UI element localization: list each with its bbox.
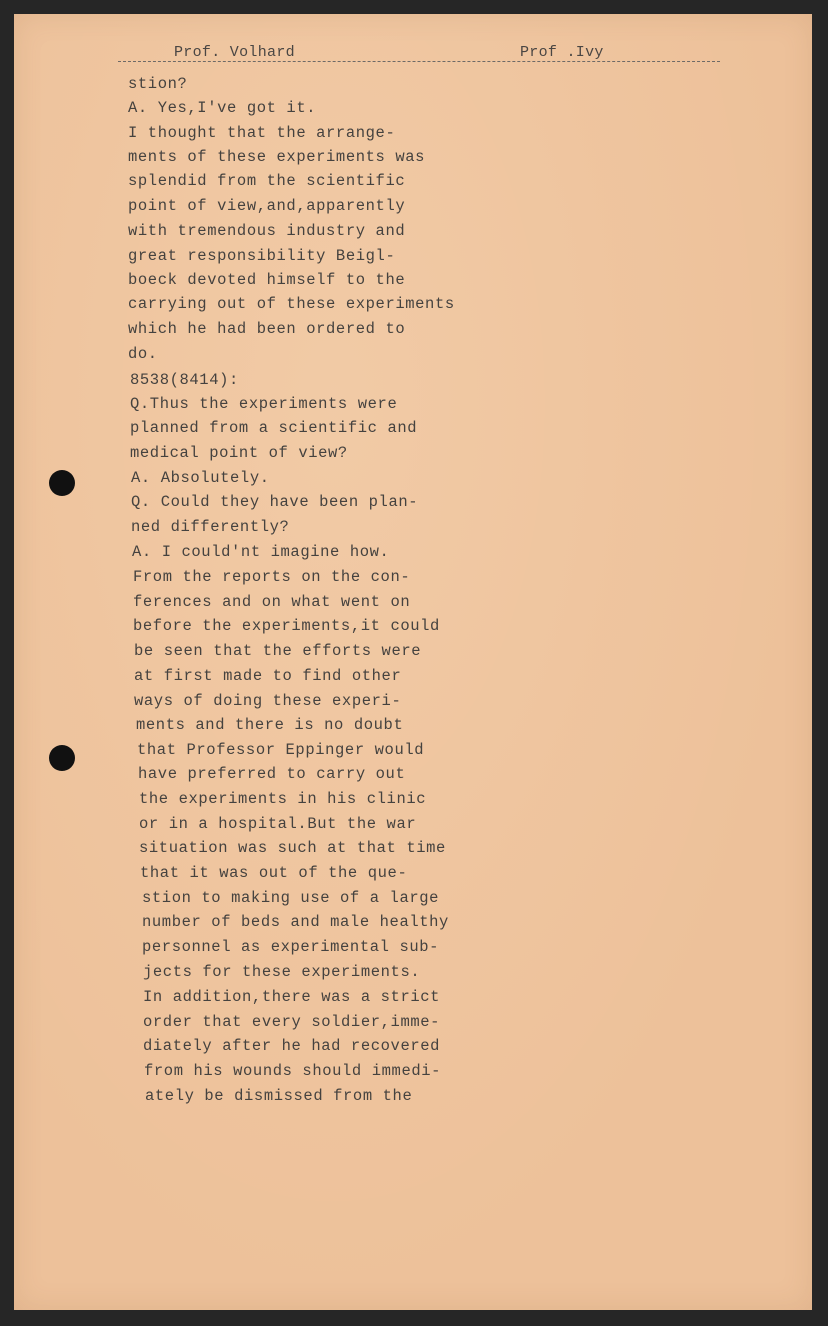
- transcript-line: stion to making use of a large: [142, 889, 440, 907]
- transcript-line: personnel as experimental sub-: [142, 938, 440, 956]
- transcript-line: In addition,there was a strict: [143, 988, 441, 1006]
- transcript-line: order that every soldier,imme-: [143, 1013, 441, 1031]
- transcript-line: ways of doing these experi-: [134, 692, 402, 710]
- transcript-line: 8538(8414):: [130, 371, 239, 389]
- transcript-line: planned from a scientific and: [130, 419, 418, 437]
- transcript-line: number of beds and male healthy: [142, 913, 449, 931]
- transcript-line: ately be dismissed from the: [145, 1087, 413, 1105]
- transcript-line: carrying out of these experiments: [128, 295, 455, 313]
- transcript-line: at first made to find other: [134, 667, 402, 685]
- transcript-line: jects for these experiments.: [143, 963, 421, 981]
- header-speaker-left: Prof. Volhard: [174, 44, 295, 61]
- transcript-line: A. Absolutely.: [131, 469, 270, 487]
- transcript-line: from his wounds should immedi-: [144, 1062, 442, 1080]
- transcript-line: which he had been ordered to: [128, 320, 406, 338]
- transcript-line: A. Yes,I've got it.: [128, 99, 317, 117]
- transcript-line: that it was out of the que-: [140, 864, 408, 882]
- transcript-line: with tremendous industry and: [128, 222, 406, 240]
- transcript-line: A. I could'nt imagine how.: [132, 543, 390, 561]
- transcript-line: stion?: [128, 75, 188, 93]
- transcript-line: point of view,and,apparently: [128, 197, 406, 215]
- transcript-line: great responsibility Beigl-: [128, 247, 396, 265]
- transcript-line: I thought that the arrange-: [128, 124, 396, 142]
- transcript-line: do.: [128, 345, 158, 363]
- transcript-line: be seen that the efforts were: [134, 642, 422, 660]
- transcript-line: ments of these experiments was: [128, 148, 426, 166]
- transcript-line: diately after he had recovered: [143, 1037, 441, 1055]
- transcript-line: the experiments in his clinic: [139, 790, 427, 808]
- transcript-line: have preferred to carry out: [138, 765, 406, 783]
- transcript-line: that Professor Eppinger would: [137, 741, 425, 759]
- transcript-line: ments and there is no doubt: [136, 716, 404, 734]
- transcript-line: Q.Thus the experiments were: [130, 395, 398, 413]
- transcript-line: medical point of view?: [130, 444, 348, 462]
- transcript-line: splendid from the scientific: [128, 172, 406, 190]
- transcript-line: ferences and on what went on: [133, 593, 411, 611]
- transcript-line: Q. Could they have been plan-: [131, 493, 419, 511]
- header-speaker-right: Prof .Ivy: [520, 44, 604, 61]
- transcript-line: ned differently?: [131, 518, 290, 536]
- transcript-line: before the experiments,it could: [133, 617, 440, 635]
- transcript-line: boeck devoted himself to the: [128, 271, 406, 289]
- transcript-line: situation was such at that time: [139, 839, 446, 857]
- transcript-line: or in a hospital.But the war: [139, 815, 417, 833]
- transcript-line: From the reports on the con-: [133, 568, 411, 586]
